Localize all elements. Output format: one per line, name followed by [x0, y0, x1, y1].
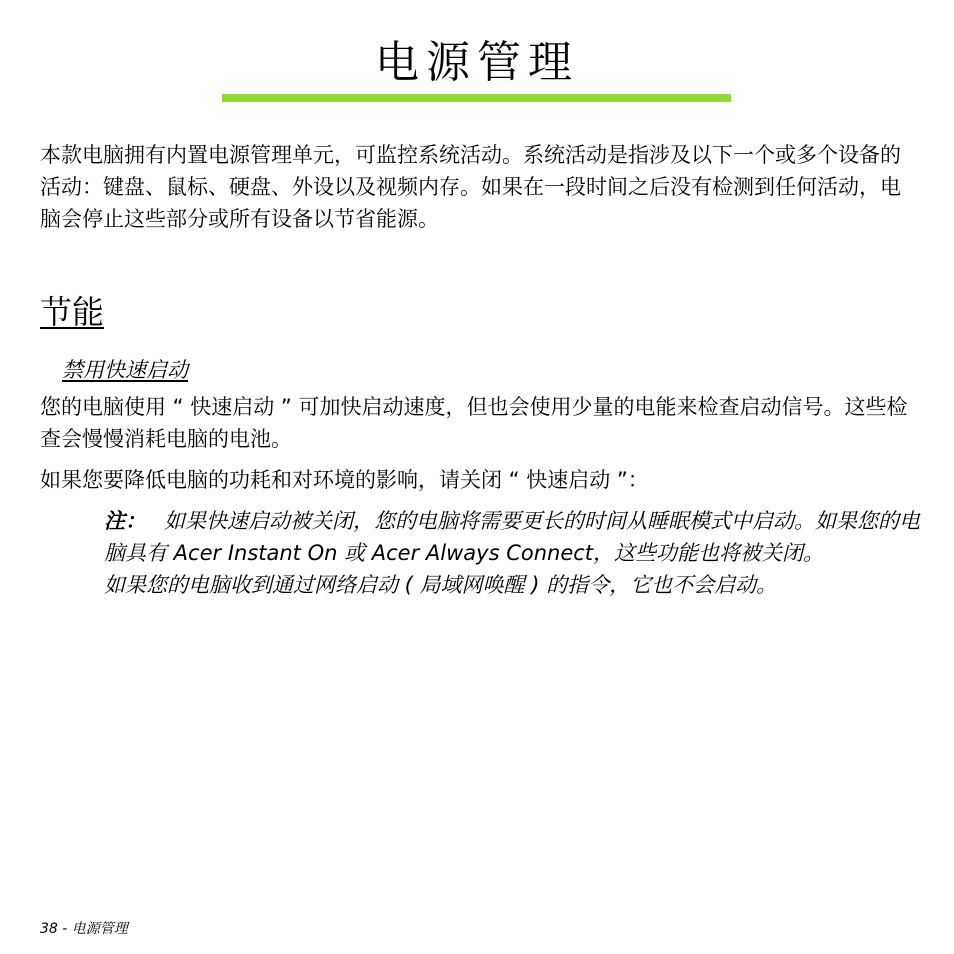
page-title: 电源管理 — [375, 37, 579, 88]
section-heading: 节能 — [40, 293, 105, 331]
note-text: 如果快速启动被关闭，您的电脑将需要更长的时间从睡眠模式中启动。如果您的电脑具有 Acer Instant On 或 Acer Always Connect，这些功能也将被关闭。 — [104, 509, 920, 565]
title-underline-bar — [222, 94, 731, 102]
note-block — [104, 505, 924, 601]
disable-instruction-paragraph: 如果您要降低电脑的功耗和对环境的影响，请关闭 “ 快速启动 ”： — [40, 468, 649, 492]
note-text-secondary: 如果您的电脑收到通过网络启动 ( 局域网唤醒 ) 的指令，它也不会启动。 — [104, 573, 778, 597]
note-label: 注： — [104, 509, 146, 533]
page-footer: 38 - 电源管理 — [40, 921, 128, 937]
fast-startup-paragraph: 您的电脑使用 “ 快速启动 ” 可加快启动速度，但也会使用少量的电能来检查启动信号。这些检查会慢慢消耗电脑的电池。 — [40, 395, 908, 451]
subsection-heading: 禁用快速启动 — [62, 358, 188, 382]
intro-paragraph: 本款电脑拥有内置电源管理单元，可监控系统活动。系统活动是指涉及以下一个或多个设备的活动：键盘、鼠标、硬盘、外设以及视频内存。如果在一段时间之后没有检测到任何活动，电脑会停止这些部分或所有设备以节省能源。 — [40, 143, 901, 231]
note-line-1 — [104, 505, 924, 569]
